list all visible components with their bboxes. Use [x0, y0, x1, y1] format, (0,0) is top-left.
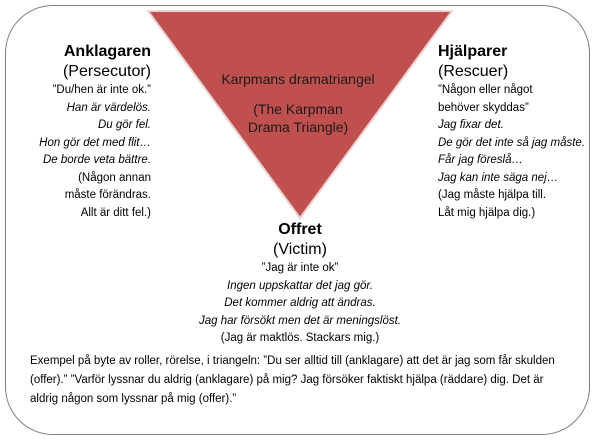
- text-line: (Jag måste hjälpa till.: [438, 189, 547, 201]
- text-line: Jag har försökt men det är meningslöst.: [199, 314, 401, 327]
- text-line: De borde veta bättre.: [42, 154, 151, 166]
- role-switch-example: Exempel på byte av roller, rörelse, i triangeln: ”Du ser alltid till (anklagare) att det är jag som får skulden (offer).” ”Varför lyssnar du aldrig (anklagare) på mig? Jag försöker faktiskt hjälpa (räddare) dig. Det är aldrig någon som lyssnar på mig (offer).”: [30, 355, 555, 405]
- triangle-subtitle-line2: Drama Triangle): [247, 119, 349, 135]
- rescuer-subtitle: (Rescuer): [438, 63, 509, 80]
- text-line: Får jag föreslå…: [438, 154, 524, 166]
- text-line: De gör det inte så jag måste.: [438, 136, 586, 149]
- text-line: ”Någon eller något: [438, 84, 533, 96]
- triangle-subtitle-line1: (The Karpman: [253, 101, 343, 117]
- text-line: Hon gör det med flit…: [39, 136, 151, 149]
- text-line: Du gör fel.: [97, 119, 151, 131]
- text-line: (Någon annan: [78, 171, 151, 184]
- text-line: Han är värdelös.: [66, 101, 151, 114]
- text-line: Ingen uppskattar det jag gör.: [227, 279, 373, 292]
- persecutor-block: [39, 42, 151, 222]
- text-line: Låt mig hjälpa dig.): [438, 206, 536, 219]
- victim-lines: [160, 260, 440, 348]
- text-line: behöver skyddas”: [438, 101, 529, 114]
- victim-title: Offret: [278, 221, 322, 238]
- victim-block: [160, 220, 440, 348]
- rescuer-lines: [438, 82, 585, 222]
- text-line: ”Jag är inte ok”: [261, 262, 339, 274]
- text-line: ”Du/hen är inte ok.”: [52, 84, 151, 96]
- persecutor-lines: [39, 82, 151, 222]
- triangle-title: Karpmans dramatriangel: [221, 71, 375, 87]
- victim-subtitle: (Victim): [273, 241, 327, 258]
- text-line: måste förändras.: [64, 189, 151, 201]
- persecutor-subtitle: (Persecutor): [62, 63, 151, 80]
- text-line: Jag kan inte säga nej…: [438, 171, 559, 184]
- rescuer-title: Hjälparer: [438, 43, 508, 60]
- text-line: Det kommer aldrig att ändras.: [224, 297, 376, 309]
- text-line: Jag fixar det.: [438, 119, 504, 131]
- persecutor-title: Anklagaren: [63, 43, 151, 60]
- rescuer-block: [438, 42, 585, 222]
- text-line: (Jag är maktlös. Stackars mig.): [220, 332, 380, 344]
- text-line: Allt är ditt fel.): [80, 206, 151, 219]
